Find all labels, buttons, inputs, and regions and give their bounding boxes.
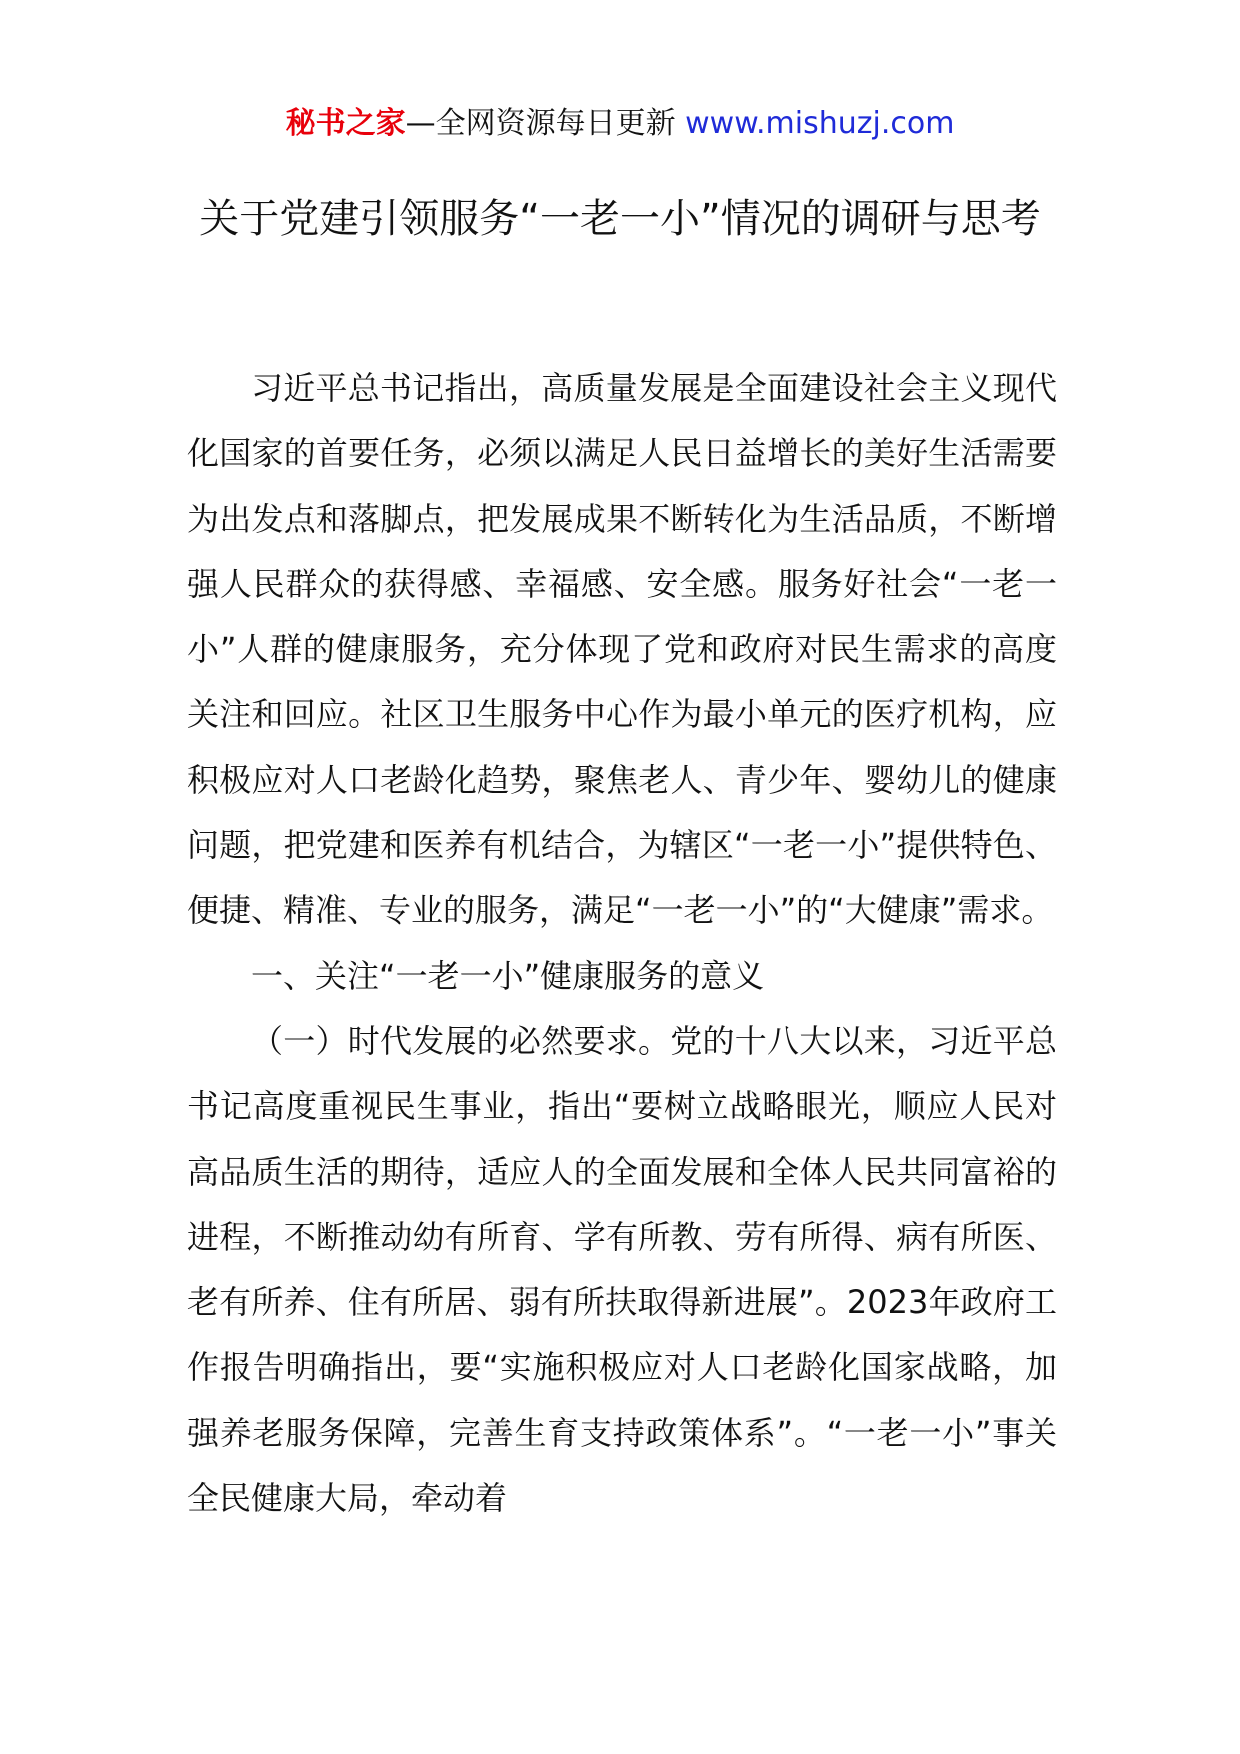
page-header	[0, 98, 1240, 150]
intro-paragraph: 习近平总书记指出，高质量发展是全面建设社会主义现代化国家的首要任务，必须以满足人民日益增长的美好生活需要为出发点和落脚点，把发展成果不断转化为生活品质，不断增强人民群众的获得感、幸福感、安全感。服务好社会“一老一小”人群的健康服务，充分体现了党和政府对民生需求的高度关注和回应。社区卫生服务中心作为最小单元的医疗机构，应积极应对人口老龄化趋势，聚焦老人、青少年、婴幼儿的健康问题，把党建和医养有机结合，为辖区“一老一小”提供特色、便捷、精准、专业的服务，满足“一老一小”的“大健康”需求。	[187, 369, 1057, 930]
subsection-paragraph-1: （一）时代发展的必然要求。党的十八大以来，习近平总书记高度重视民生事业，指出“要树立战略眼光，顺应人民对高品质生活的期待，适应人的全面发展和全体人民共同富裕的进程，不断推动幼有所育、学有所教、劳有所得、病有所医、老有所养、住有所居、弱有所扶取得新进展”。2023年政府工作报告明确指出，要“实施积极应对人口老龄化国家战略，加强养老服务保障，完善生育支持政策体系”。“一老一小”事关全民健康大局，牵动着	[187, 1021, 1057, 1518]
header-tagline: —全网资源每日更新	[405, 106, 676, 141]
brand-name: 秘书之家	[285, 106, 406, 141]
document-body	[187, 356, 1057, 1531]
document-title: 关于党建引领服务“一老一小”情况的调研与思考	[199, 195, 1041, 242]
site-url[interactable]: www.mishuzj.com	[685, 106, 955, 141]
section-heading-1: 一、关注“一老一小”健康服务的意义	[251, 956, 765, 995]
